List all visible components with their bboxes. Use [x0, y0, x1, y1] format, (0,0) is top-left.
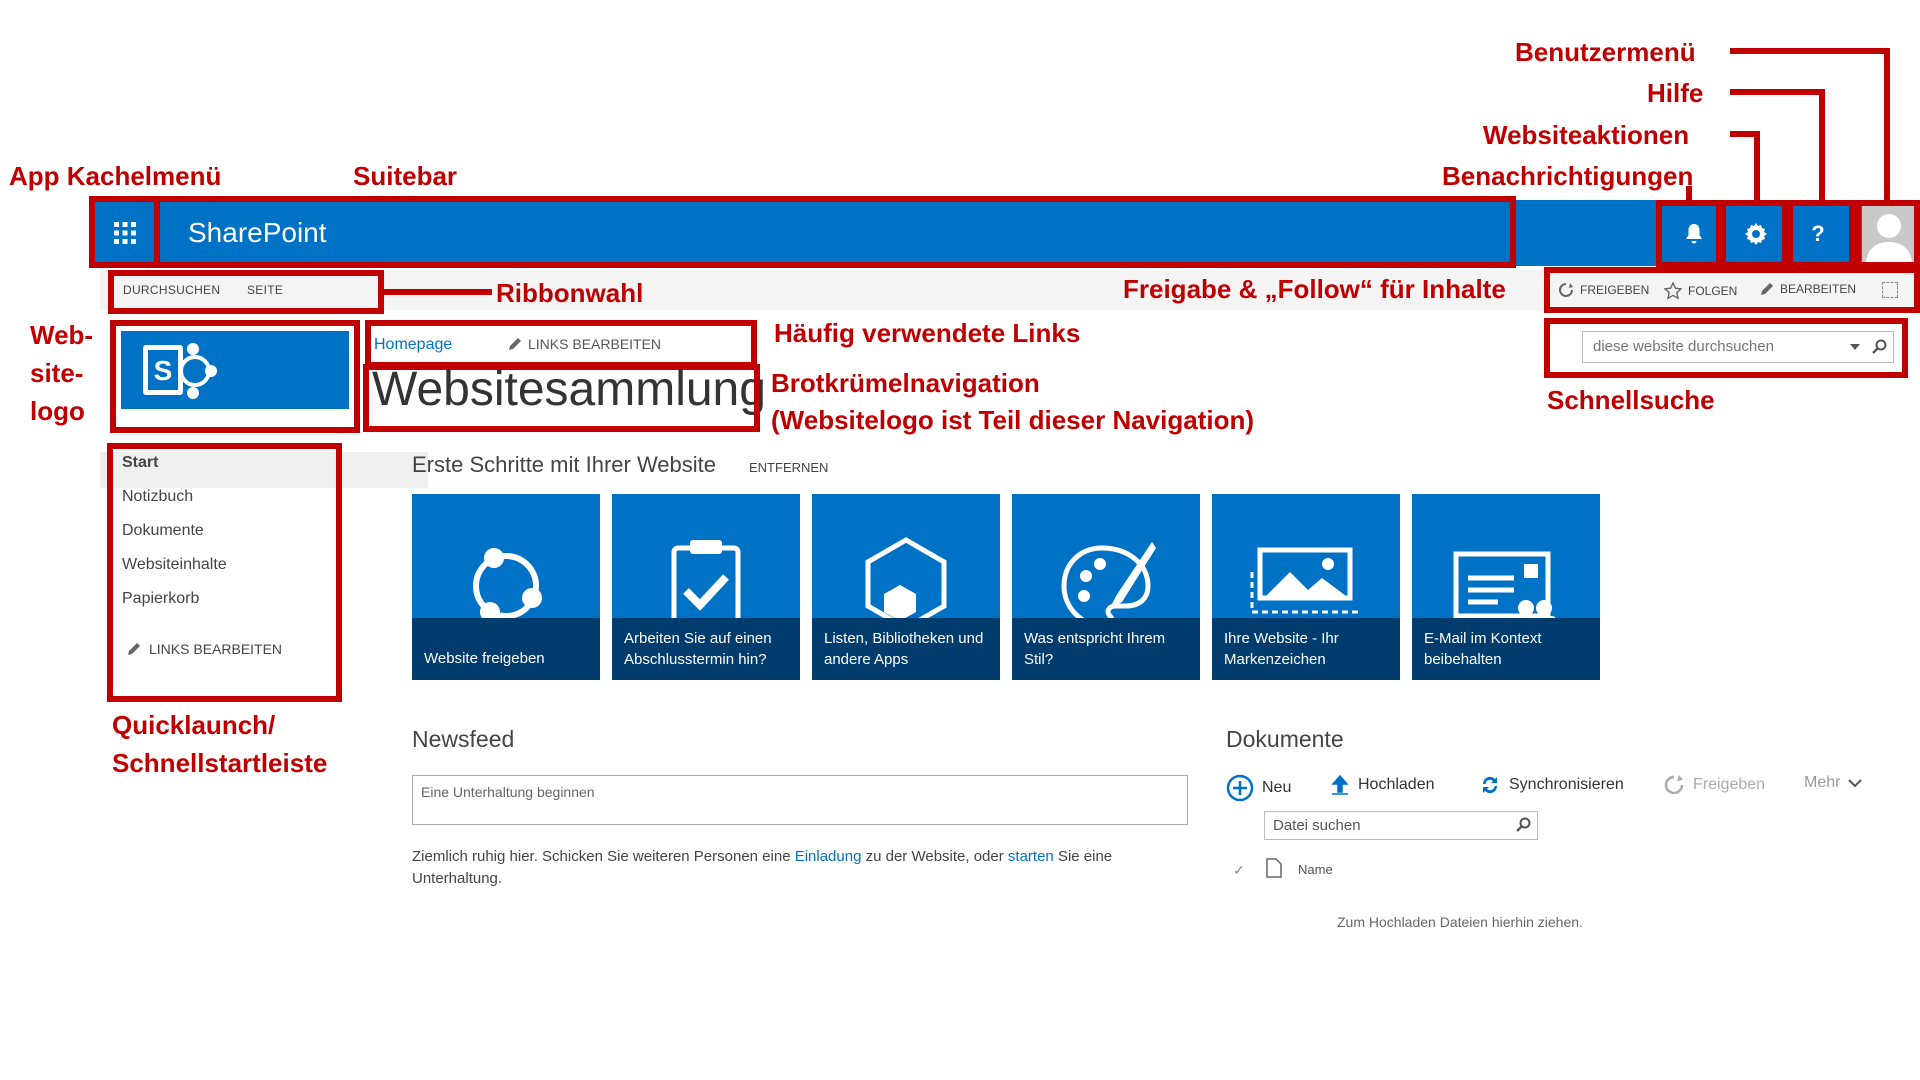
- annotation-site-actions: Websiteaktionen: [1483, 120, 1690, 150]
- annotation-line: [1819, 89, 1825, 206]
- annotation-box-site-logo: [110, 320, 360, 433]
- start-link[interactable]: starten: [1007, 848, 1054, 865]
- upload-icon: [1330, 774, 1350, 796]
- tile-caption: Ihre Website - Ihr Markenzeichen: [1212, 618, 1400, 680]
- newsfeed-message: [412, 846, 1192, 890]
- share-document-button[interactable]: [1663, 774, 1765, 796]
- newsfeed-text-2: zu der Website, oder: [861, 848, 1008, 865]
- annotation-top-links: Häufig verwendete Links: [774, 318, 1081, 348]
- newsfeed-placeholder: Eine Unterhaltung beginnen: [421, 784, 595, 800]
- annotation-line: [1754, 131, 1760, 206]
- sync-button[interactable]: [1479, 774, 1624, 796]
- annotation-box-quicklaunch: [107, 443, 342, 702]
- help-icon: ?: [1811, 221, 1825, 246]
- tile-caption: Listen, Bibliotheken und andere Apps: [812, 618, 1000, 680]
- annotation-box-share-follow: [1544, 267, 1920, 313]
- chevron-down-icon: [1848, 778, 1862, 788]
- ribbon-tab-page[interactable]: SEITE: [247, 283, 284, 297]
- search-icon[interactable]: [1515, 817, 1531, 833]
- new-label: Neu: [1262, 779, 1292, 796]
- quicklaunch-item-documents[interactable]: Dokumente: [122, 522, 204, 539]
- tile-caption: Arbeiten Sie auf einen Abschlusstermin hin?: [612, 618, 800, 680]
- document-search-box[interactable]: [1264, 811, 1538, 840]
- annotation-notifications: Benachrichtigungen: [1442, 161, 1694, 191]
- getting-started-remove[interactable]: ENTFERNEN: [749, 460, 829, 475]
- annotation-box-help: [1787, 200, 1855, 268]
- newsfeed-input[interactable]: [412, 775, 1188, 825]
- annotation-search: Schnellsuche: [1547, 385, 1715, 415]
- quicklaunch-item-start[interactable]: Start: [122, 454, 159, 471]
- document-search-placeholder: Datei suchen: [1273, 817, 1361, 834]
- annotation-site-logo-1: Web-: [30, 320, 94, 350]
- tile-deadline[interactable]: [612, 494, 800, 680]
- tile-style[interactable]: [1012, 494, 1200, 680]
- file-type-icon: [1266, 858, 1282, 878]
- topnav-edit-links-label: LINKS BEARBEITEN: [528, 336, 662, 352]
- upload-label: Hochladen: [1358, 776, 1435, 793]
- newsfeed-text-3: Sie eine Unterhaltung.: [412, 848, 1113, 887]
- ribbon-tab-browse[interactable]: DURCHSUCHEN: [123, 283, 221, 297]
- annotation-app-launcher: App Kachelmenü: [9, 161, 222, 191]
- annotation-help: Hilfe: [1647, 78, 1704, 108]
- upload-button[interactable]: [1330, 774, 1435, 796]
- annotation-box-breadcrumb: [363, 364, 760, 432]
- drop-hint: Zum Hochladen Dateien hierhin ziehen.: [1337, 914, 1583, 930]
- sync-label: Synchronisieren: [1509, 776, 1624, 793]
- more-button[interactable]: [1804, 774, 1862, 792]
- annotation-user-menu: Benutzermenü: [1515, 37, 1696, 67]
- tile-caption: E-Mail im Kontext beibehalten: [1412, 618, 1600, 680]
- follow-label: FOLGEN: [1688, 284, 1738, 298]
- edit-label: BEARBEITEN: [1780, 282, 1857, 296]
- annotation-line: [1884, 48, 1890, 206]
- suite-bar-title[interactable]: SharePoint: [188, 217, 327, 248]
- annotation-breadcrumb-1: Brotkrümelnavigation: [771, 368, 1040, 398]
- annotation-box-notifications: [1656, 200, 1722, 268]
- newsfeed-title: Newsfeed: [412, 726, 515, 752]
- share-doc-label: Freigeben: [1693, 776, 1766, 793]
- annotation-site-logo-2: site-: [30, 358, 84, 388]
- annotation-divider: [154, 200, 160, 266]
- tile-caption: Was entspricht Ihrem Stil?: [1012, 618, 1200, 680]
- share-icon: [1663, 774, 1685, 796]
- column-header-name[interactable]: Name: [1298, 862, 1333, 877]
- annotation-breadcrumb-2: (Websitelogo ist Teil dieser Navigation): [771, 405, 1255, 435]
- quicklaunch-item-notebook[interactable]: Notizbuch: [122, 488, 194, 505]
- annotation-quicklaunch-1: Quicklaunch/: [112, 710, 276, 740]
- quicklaunch-item-site-contents[interactable]: Websiteinhalte: [122, 556, 227, 573]
- annotation-suitebar: Suitebar: [353, 161, 458, 191]
- quicklaunch-item-recycle-bin[interactable]: Papierkorb: [122, 590, 200, 607]
- annotation-share-follow: Freigabe & „Follow“ für Inhalte: [1123, 274, 1506, 304]
- share-label: FREIGEBEN: [1580, 283, 1650, 297]
- quicklaunch-edit-links-label: LINKS BEARBEITEN: [149, 641, 283, 657]
- more-label: Mehr: [1804, 774, 1841, 791]
- sync-icon: [1479, 774, 1501, 796]
- new-document-button[interactable]: [1226, 774, 1291, 802]
- annotation-box-top-links: [365, 320, 757, 368]
- tile-email[interactable]: [1412, 494, 1600, 680]
- topnav-home-link[interactable]: Homepage: [374, 336, 453, 353]
- svg-text:S: S: [153, 355, 173, 386]
- newsfeed-text-1: Ziemlich ruhig hier. Schicken Sie weiteren Personen eine: [412, 848, 795, 865]
- tile-caption: Website freigeben: [412, 618, 600, 680]
- annotation-box-search: [1544, 318, 1908, 378]
- annotation-box-site-actions: [1720, 200, 1788, 268]
- annotation-box-ribbon: [108, 270, 384, 314]
- plus-circle-icon: [1226, 774, 1254, 802]
- tile-branding[interactable]: [1212, 494, 1400, 680]
- annotation-box-user: [1855, 200, 1920, 268]
- select-all-checkmark-icon[interactable]: ✓: [1233, 862, 1245, 878]
- annotation-line: [384, 289, 492, 295]
- annotation-line: [1730, 89, 1825, 95]
- annotation-box-suitebar: [89, 196, 1516, 268]
- annotation-line: [1730, 48, 1890, 54]
- getting-started-title: Erste Schritte mit Ihrer Website: [412, 452, 717, 477]
- documents-title: Dokumente: [1226, 726, 1344, 752]
- tile-apps[interactable]: [812, 494, 1000, 680]
- page-title: Websitesammlung: [372, 363, 766, 416]
- annotation-site-logo-3: logo: [30, 396, 85, 426]
- annotation-quicklaunch-2: Schnellstartleiste: [112, 748, 328, 778]
- tile-share-site[interactable]: [412, 494, 600, 680]
- invitation-link[interactable]: Einladung: [794, 848, 862, 865]
- annotation-ribbon: Ribbonwahl: [496, 278, 644, 308]
